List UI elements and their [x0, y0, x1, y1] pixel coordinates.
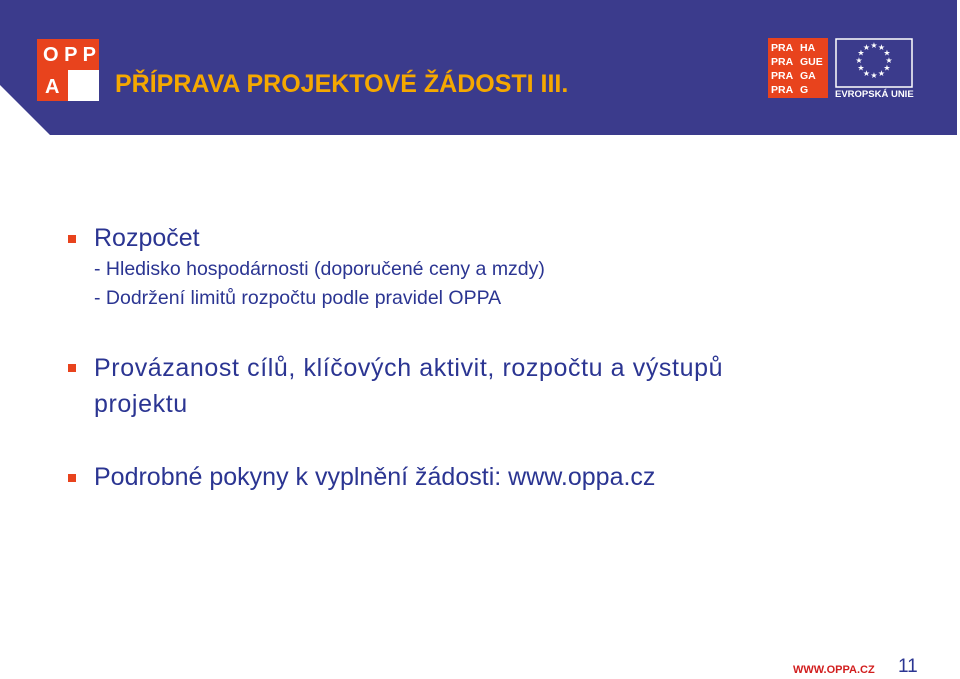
- footer-url[interactable]: WWW.OPPA.CZ: [793, 664, 875, 676]
- page-number: 11: [898, 656, 918, 677]
- eu-star-icon: ★: [855, 56, 863, 65]
- eu-label: EVROPSKÁ UNIE: [835, 89, 914, 100]
- bullet-square-icon: [68, 364, 76, 372]
- eu-star-icon: ★: [883, 48, 891, 58]
- bullet-square-icon: [68, 235, 76, 243]
- svg-text:PRA: PRA: [771, 70, 794, 82]
- eu-star-icon: ★: [877, 43, 886, 52]
- svg-text:A: A: [45, 76, 60, 98]
- eu-star-icon: ★: [885, 56, 893, 65]
- oppa-logo: [37, 39, 99, 101]
- eu-star-icon: ★: [870, 71, 878, 80]
- svg-text:PRA: PRA: [771, 42, 794, 54]
- bullet-pokyny: [68, 461, 928, 494]
- svg-text:GUE: GUE: [800, 56, 823, 68]
- svg-text:GA: GA: [800, 70, 816, 82]
- eu-star-icon: ★: [883, 63, 891, 73]
- bullet-square-icon: [68, 474, 76, 482]
- eu-star-icon: ★: [857, 48, 865, 58]
- bullet-title: Rozpočet: [94, 224, 200, 252]
- svg-text:PRA: PRA: [771, 84, 794, 96]
- svg-text:HA: HA: [800, 42, 816, 54]
- eu-star-icon: ★: [862, 69, 871, 78]
- svg-text:G: G: [800, 84, 809, 96]
- svg-text:O P P: O P P: [43, 44, 96, 66]
- sub-item: - Hledisko hospodárnosti (doporučené ceny a mzdy): [94, 258, 545, 280]
- eu-star-icon: ★: [862, 43, 871, 52]
- bullet-text: Podrobné pokyny k vyplnění žádosti: www.oppa.cz: [94, 463, 656, 491]
- bullet-text-line: projektu: [94, 390, 188, 418]
- bullet-text-line: Provázanost cílů, klíčových aktivit, rozpočtu a výstupů: [94, 354, 724, 382]
- eu-star-icon: ★: [877, 69, 886, 78]
- slide-title: PŘÍPRAVA PROJEKTOVÉ ŽÁDOSTI III.: [115, 70, 569, 98]
- svg-text:PRA: PRA: [771, 56, 794, 68]
- eu-star-icon: ★: [870, 41, 878, 50]
- bullet-provazanost: [68, 350, 928, 422]
- bullet-rozpocet: [68, 222, 928, 313]
- eu-star-icon: ★: [857, 63, 865, 73]
- praha-logo: [768, 38, 828, 98]
- slide-content: [68, 222, 928, 494]
- sub-item: - Dodržení limitů rozpočtu podle pravidel OPPA: [94, 287, 502, 309]
